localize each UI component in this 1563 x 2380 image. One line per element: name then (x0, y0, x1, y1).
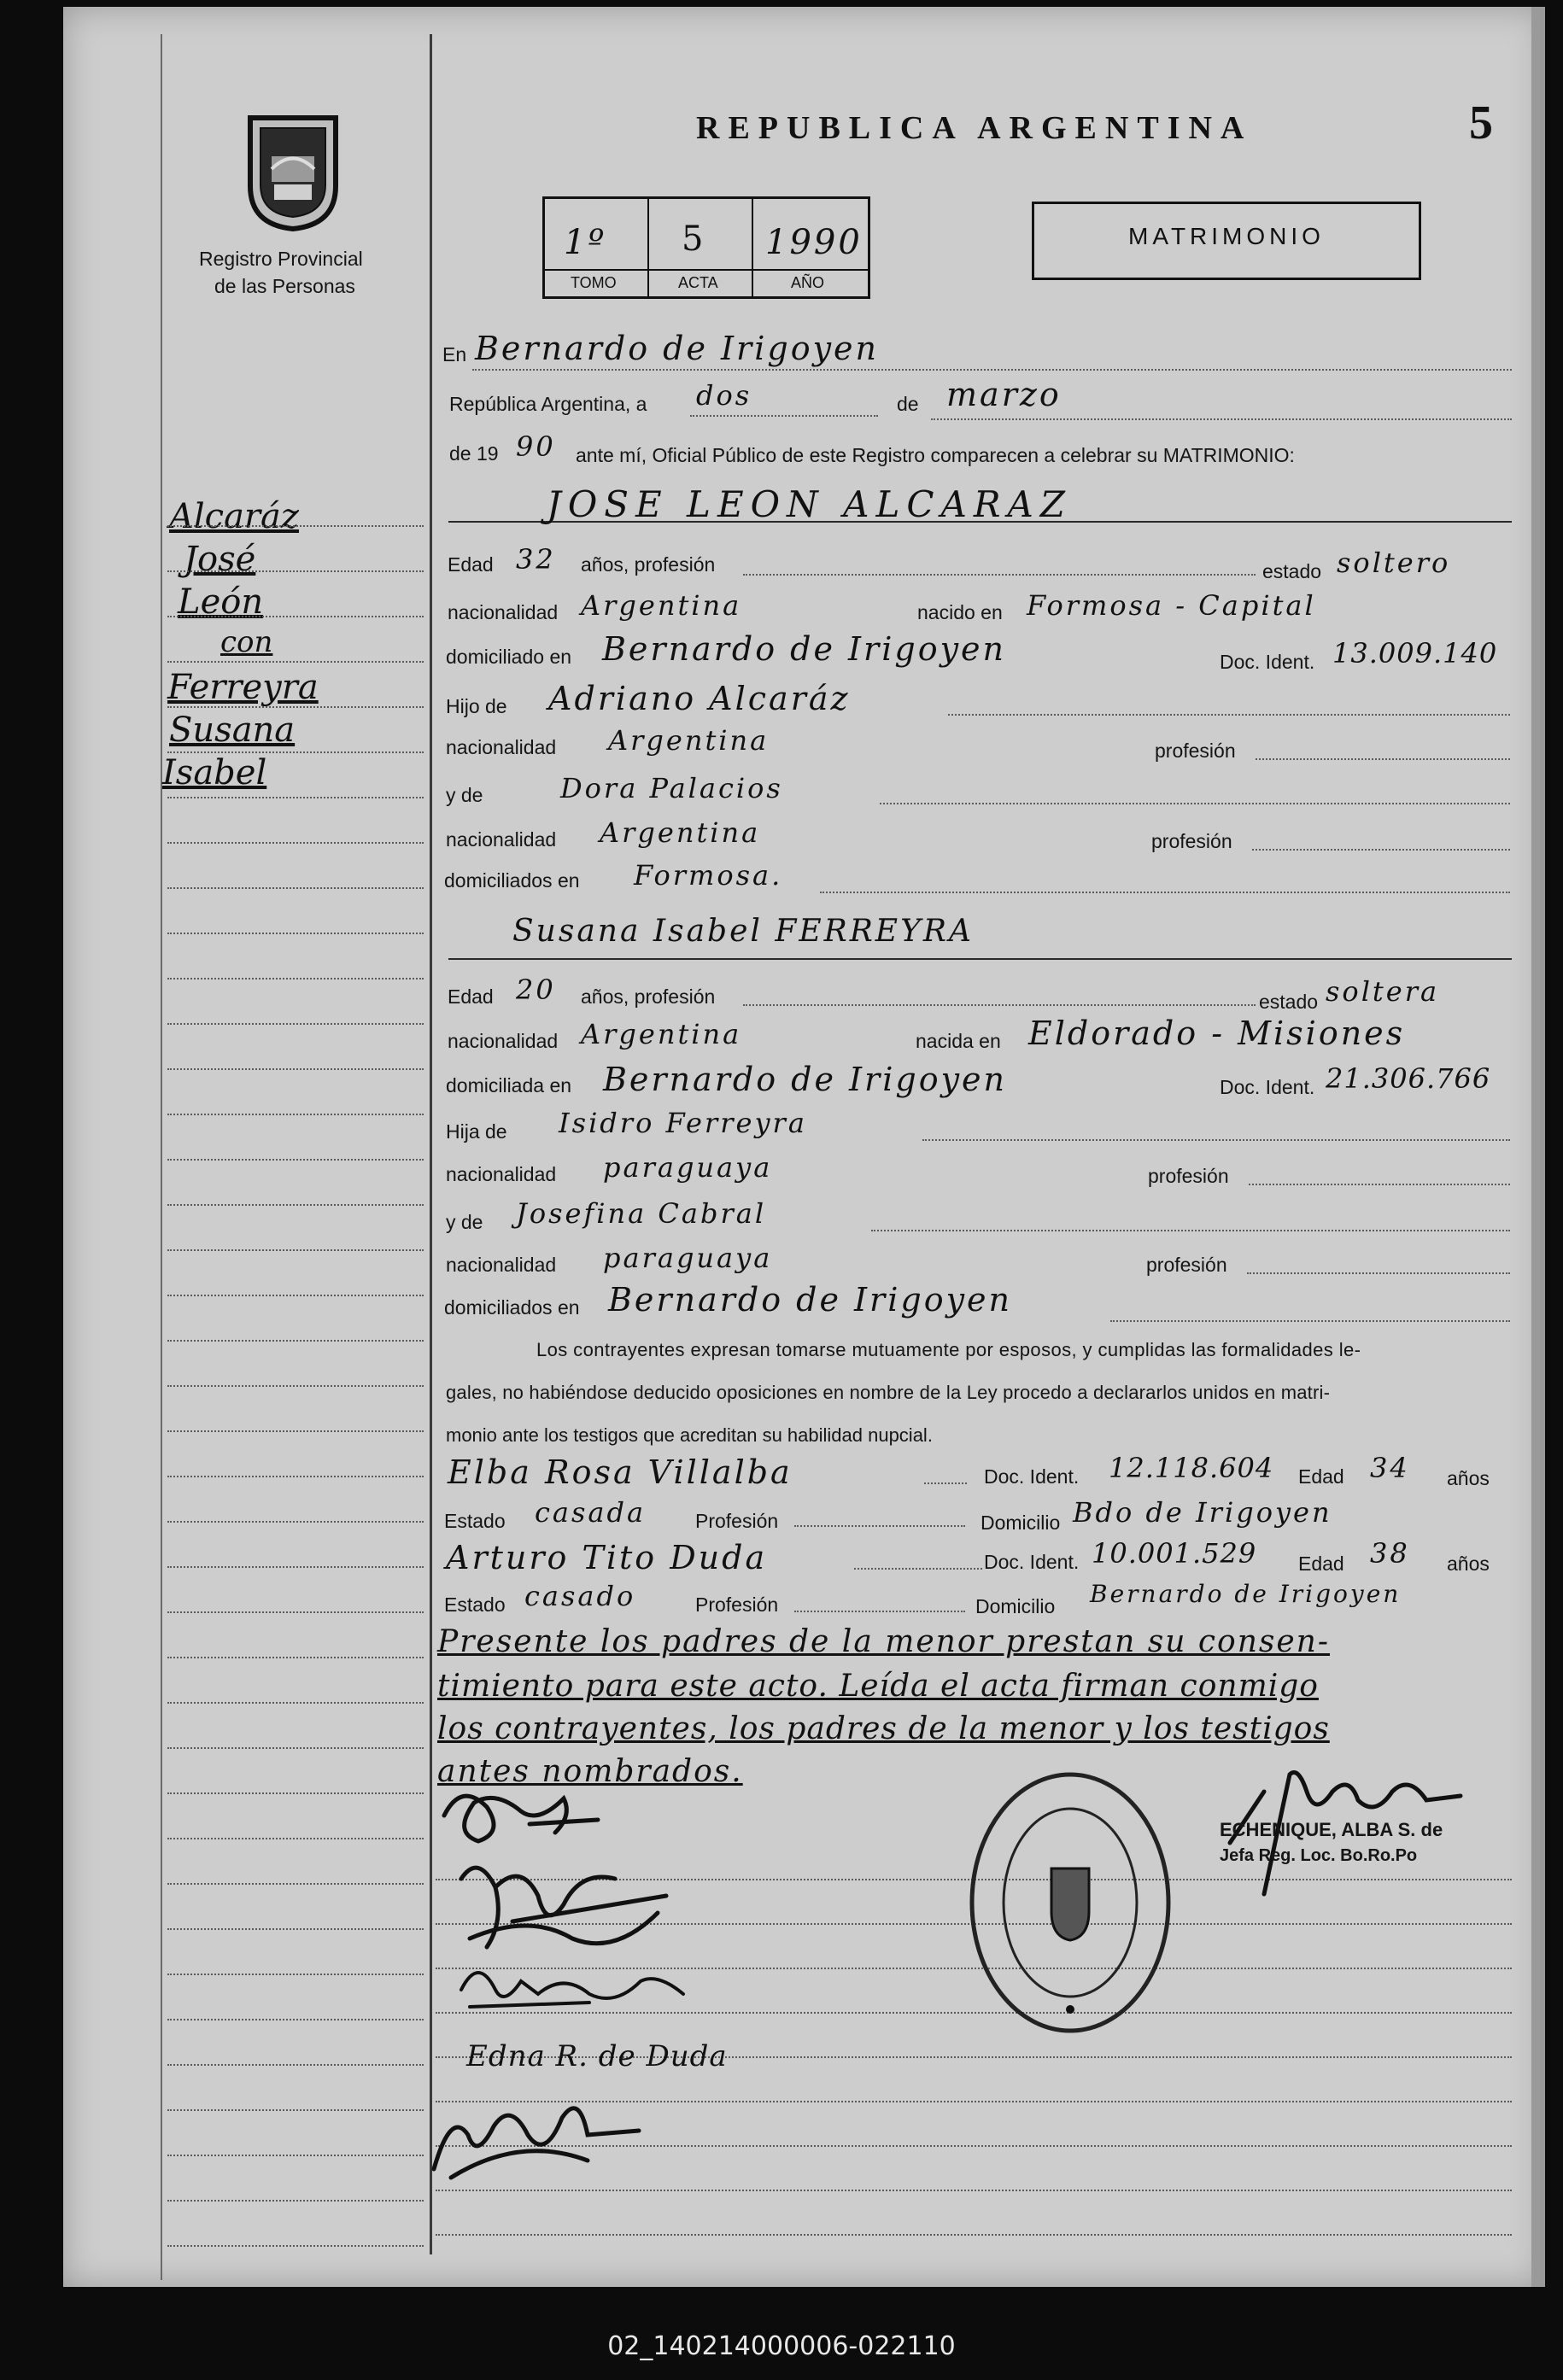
witness1-doc-label: Doc. Ident. (984, 1465, 1080, 1488)
left-margin-line (161, 34, 162, 2280)
ruled-line (167, 1974, 424, 1975)
record-number-box (542, 196, 870, 299)
declaration-line3: monio ante los testigos que acreditan su habilidad nupcial. (446, 1424, 933, 1446)
margin-note-line: Susana (169, 710, 296, 750)
ruled-line (167, 1430, 424, 1432)
ruled-line (167, 751, 424, 753)
ruled-line (167, 1521, 424, 1523)
groom-domiciliado-label: domiciliado en (446, 646, 572, 668)
witness1-anos-label: años (1447, 1467, 1490, 1489)
groom-hijo-label: Hijo de (446, 695, 507, 717)
groom-birthplace: Formosa - Capital (1027, 589, 1316, 622)
page-number: 5 (1469, 96, 1493, 149)
note-line: Presente los padres de la menor prestan su consen- (437, 1624, 1331, 1659)
bride-doc-label: Doc. Ident. (1220, 1076, 1315, 1098)
ruled-line (167, 1204, 424, 1206)
margin-note-line: José (184, 540, 256, 579)
witness1-domicilio-label: Domicilio (981, 1512, 1061, 1534)
document-id: 02_140214000006-022110 (607, 2331, 956, 2361)
groom-mother-nat-label: nacionalidad (446, 828, 557, 851)
bride-domiciliada-label: domiciliada en (446, 1074, 572, 1096)
ruled-line (167, 706, 424, 708)
ruled-line (167, 2245, 424, 2247)
witness2-estado: casado (524, 1580, 636, 1612)
bride-domiciliados-label: domiciliados en (444, 1296, 580, 1319)
ano-value: 1990 (765, 223, 863, 262)
witness2-profesion-label: Profesión (695, 1593, 779, 1616)
ruled-line (167, 887, 424, 889)
ruled-line (167, 661, 424, 663)
groom-domicile: Bernardo de Irigoyen (602, 630, 1007, 668)
groom-estado-label: estado (1262, 560, 1322, 582)
ruled-line (167, 1385, 424, 1387)
groom-edad-label: Edad (448, 553, 494, 576)
ruled-line (167, 2019, 424, 2020)
ruled-line (167, 2155, 424, 2156)
groom-mother-nationality: Argentina (600, 816, 761, 849)
ruled-line (167, 1249, 424, 1251)
groom-father-nat-label: nacionalidad (446, 736, 557, 758)
bride-doc: 21.306.766 (1326, 1062, 1491, 1095)
witness1-domicile: Bdo de Irigoyen (1073, 1496, 1332, 1529)
bride-father: Isidro Ferreyra (559, 1107, 807, 1139)
ruled-line (167, 1114, 424, 1115)
place-of-act: Bernardo de Irigoyen (475, 330, 880, 367)
bride-birthplace: Eldorado - Misiones (1028, 1015, 1406, 1052)
bride-father-nationality: paraguaya (603, 1151, 773, 1184)
margin-note-line: León (178, 582, 264, 622)
witness-signature: Edna R. de Duda (466, 2039, 728, 2073)
ruled-line (167, 1883, 424, 1885)
margin-note-line: con (220, 625, 273, 659)
note-line: antes nombrados. (437, 1754, 743, 1789)
ruled-line (167, 1611, 424, 1613)
ano-label: AÑO (791, 274, 825, 291)
bride-mother-prof-label: profesión (1146, 1254, 1227, 1276)
groom-domiciliados-label: domiciliados en (444, 869, 580, 892)
bride-age: 20 (516, 974, 556, 1006)
bride-name: Susana Isabel FERREYRA (512, 914, 974, 949)
witness2-domicile: Bernardo de Irigoyen (1090, 1580, 1402, 1608)
central-margin-line (430, 34, 432, 2254)
ruled-line (167, 1295, 424, 1296)
witness2-doc-label: Doc. Ident. (984, 1551, 1080, 1573)
groom-parents-domicile: Formosa. (634, 859, 783, 892)
bride-father-nat-label: nacionalidad (446, 1163, 557, 1185)
witness2-age: 38 (1370, 1537, 1410, 1570)
bride-mother-nat-label: nacionalidad (446, 1254, 557, 1276)
bride-anos-label: años, profesión (581, 985, 716, 1008)
ruled-line (167, 797, 424, 798)
ruled-line (167, 2064, 424, 2066)
ruled-line (167, 1838, 424, 1839)
tomo-label: TOMO (571, 274, 617, 291)
groom-father-prof-label: profesión (1155, 740, 1236, 762)
margin-note-line: Alcaráz (169, 497, 299, 536)
appearance-statement: ante mí, Oficial Público de este Registro comparecen a celebrar su MATRIMONIO: (576, 444, 1295, 466)
ruled-line (167, 933, 424, 934)
record-type-label: MATRIMONIO (1128, 223, 1325, 249)
bride-edad-label: Edad (448, 985, 494, 1008)
misiones-shield-icon (242, 109, 344, 234)
ruled-line (167, 1792, 424, 1794)
groom-nationality: Argentina (581, 589, 742, 622)
ruled-line (436, 2190, 1512, 2191)
bride-parents-domicile: Bernardo de Irigoyen (608, 1281, 1013, 1319)
bride-domicile: Bernardo de Irigoyen (603, 1061, 1008, 1098)
witness1-edad-label: Edad (1298, 1465, 1344, 1488)
bride-mother: Josefina Cabral (516, 1197, 767, 1230)
ruled-line (167, 616, 424, 617)
registry-name-line1: Registro Provincial (199, 248, 363, 270)
note-line: los contrayentes, los padres de la menor y los testigos (437, 1711, 1330, 1746)
ruled-line (167, 1068, 424, 1070)
bride-nacionalidad-label: nacionalidad (448, 1030, 559, 1052)
bride-mother-nationality: paraguaya (603, 1242, 773, 1274)
acta-value: 5 (682, 219, 706, 259)
country-title: REPUBLICA ARGENTINA (696, 110, 1253, 146)
ruled-line (167, 1159, 424, 1161)
republica-label: República Argentina, a (449, 393, 647, 415)
groom-nacido-label: nacido en (917, 601, 1003, 623)
groom-estado: soltero (1337, 547, 1451, 579)
de-label: de (897, 393, 919, 415)
witness1-profesion-label: Profesión (695, 1510, 779, 1532)
tomo-value: 1º (564, 223, 607, 262)
acta-label: ACTA (678, 274, 718, 291)
ruled-line (167, 1023, 424, 1025)
bride-estado: soltera (1326, 975, 1440, 1008)
ruled-line (167, 842, 424, 844)
groom-nacionalidad-label: nacionalidad (448, 601, 559, 623)
groom-father-nationality: Argentina (608, 724, 770, 757)
bride-estado-label: estado (1259, 991, 1319, 1013)
en-label: En (442, 343, 467, 365)
ruled-line (167, 525, 424, 527)
signature-scribble (444, 1845, 683, 1964)
witness2-edad-label: Edad (1298, 1553, 1344, 1575)
bride-yde-label: y de (446, 1211, 483, 1233)
witness1-age: 34 (1370, 1452, 1410, 1484)
groom-mother-prof-label: profesión (1151, 830, 1232, 852)
ruled-line (167, 1340, 424, 1342)
month-of-act: marzo (946, 376, 1062, 413)
signature-scribble (427, 1773, 615, 1850)
registry-name-line2: de las Personas (214, 275, 355, 297)
official-stamp (963, 1766, 1177, 2039)
note-line: timiento para este acto. Leída el acta firman conmigo (437, 1669, 1319, 1704)
day-of-act: dos (696, 379, 752, 412)
official-title: Jefa Reg. Loc. Bo.Ro.Po (1220, 1846, 1418, 1865)
witness1-name: Elba Rosa Villalba (448, 1453, 793, 1491)
signature-scribble (453, 1947, 692, 2015)
ruled-line (167, 2109, 424, 2111)
witness2-name: Arturo Tito Duda (446, 1539, 768, 1576)
official-name: ECHENIQUE, ALBA S. de (1220, 1819, 1443, 1840)
declaration-line2: gales, no habiéndose deducido oposiciones en nombre de la Ley procedo a declararlos unidos en matri- (446, 1382, 1331, 1403)
groom-doc-label: Doc. Ident. (1220, 651, 1315, 673)
witness1-estado: casada (535, 1496, 647, 1529)
witness2-anos-label: años (1447, 1553, 1490, 1575)
witness2-domicilio-label: Domicilio (975, 1595, 1056, 1617)
ruled-line (167, 1657, 424, 1658)
ruled-line (167, 1747, 424, 1749)
declaration-line1: Los contrayentes expresan tomarse mutuamente por esposos, y cumplidas las formalidades le- (536, 1339, 1361, 1360)
year-suffix: 90 (516, 430, 556, 463)
ruled-line (167, 570, 424, 572)
groom-anos-label: años, profesión (581, 553, 716, 576)
ruled-line (167, 1928, 424, 1930)
signature-scribble (417, 2084, 673, 2186)
groom-father: Adriano Alcaráz (548, 680, 851, 717)
ruled-line (167, 1476, 424, 1477)
bride-hija-label: Hija de (446, 1120, 507, 1143)
ruled-line (167, 978, 424, 979)
witness2-doc: 10.001.529 (1092, 1537, 1257, 1570)
year-prefix: de 19 (449, 442, 499, 465)
groom-name: JOSE LEON ALCARAZ (547, 483, 1072, 525)
witness1-doc: 12.118.604 (1109, 1452, 1274, 1484)
groom-mother: Dora Palacios (560, 772, 783, 804)
bride-nacida-label: nacida en (916, 1030, 1001, 1052)
ruled-line (167, 2200, 424, 2202)
record-type-box (1032, 202, 1421, 280)
margin-note-line: Isabel (162, 753, 267, 792)
ruled-line (167, 1702, 424, 1704)
witness1-estado-label: Estado (444, 1510, 506, 1532)
margin-note-line: Ferreyra (167, 668, 319, 707)
ruled-line (167, 1566, 424, 1568)
bride-father-prof-label: profesión (1148, 1165, 1229, 1187)
witness2-estado-label: Estado (444, 1593, 506, 1616)
groom-age: 32 (516, 543, 556, 576)
groom-doc: 13.009.140 (1332, 637, 1498, 670)
bride-nationality: Argentina (581, 1018, 742, 1050)
page-edge (1531, 7, 1545, 2287)
groom-yde-label: y de (446, 784, 483, 806)
ruled-line (436, 2234, 1512, 2236)
